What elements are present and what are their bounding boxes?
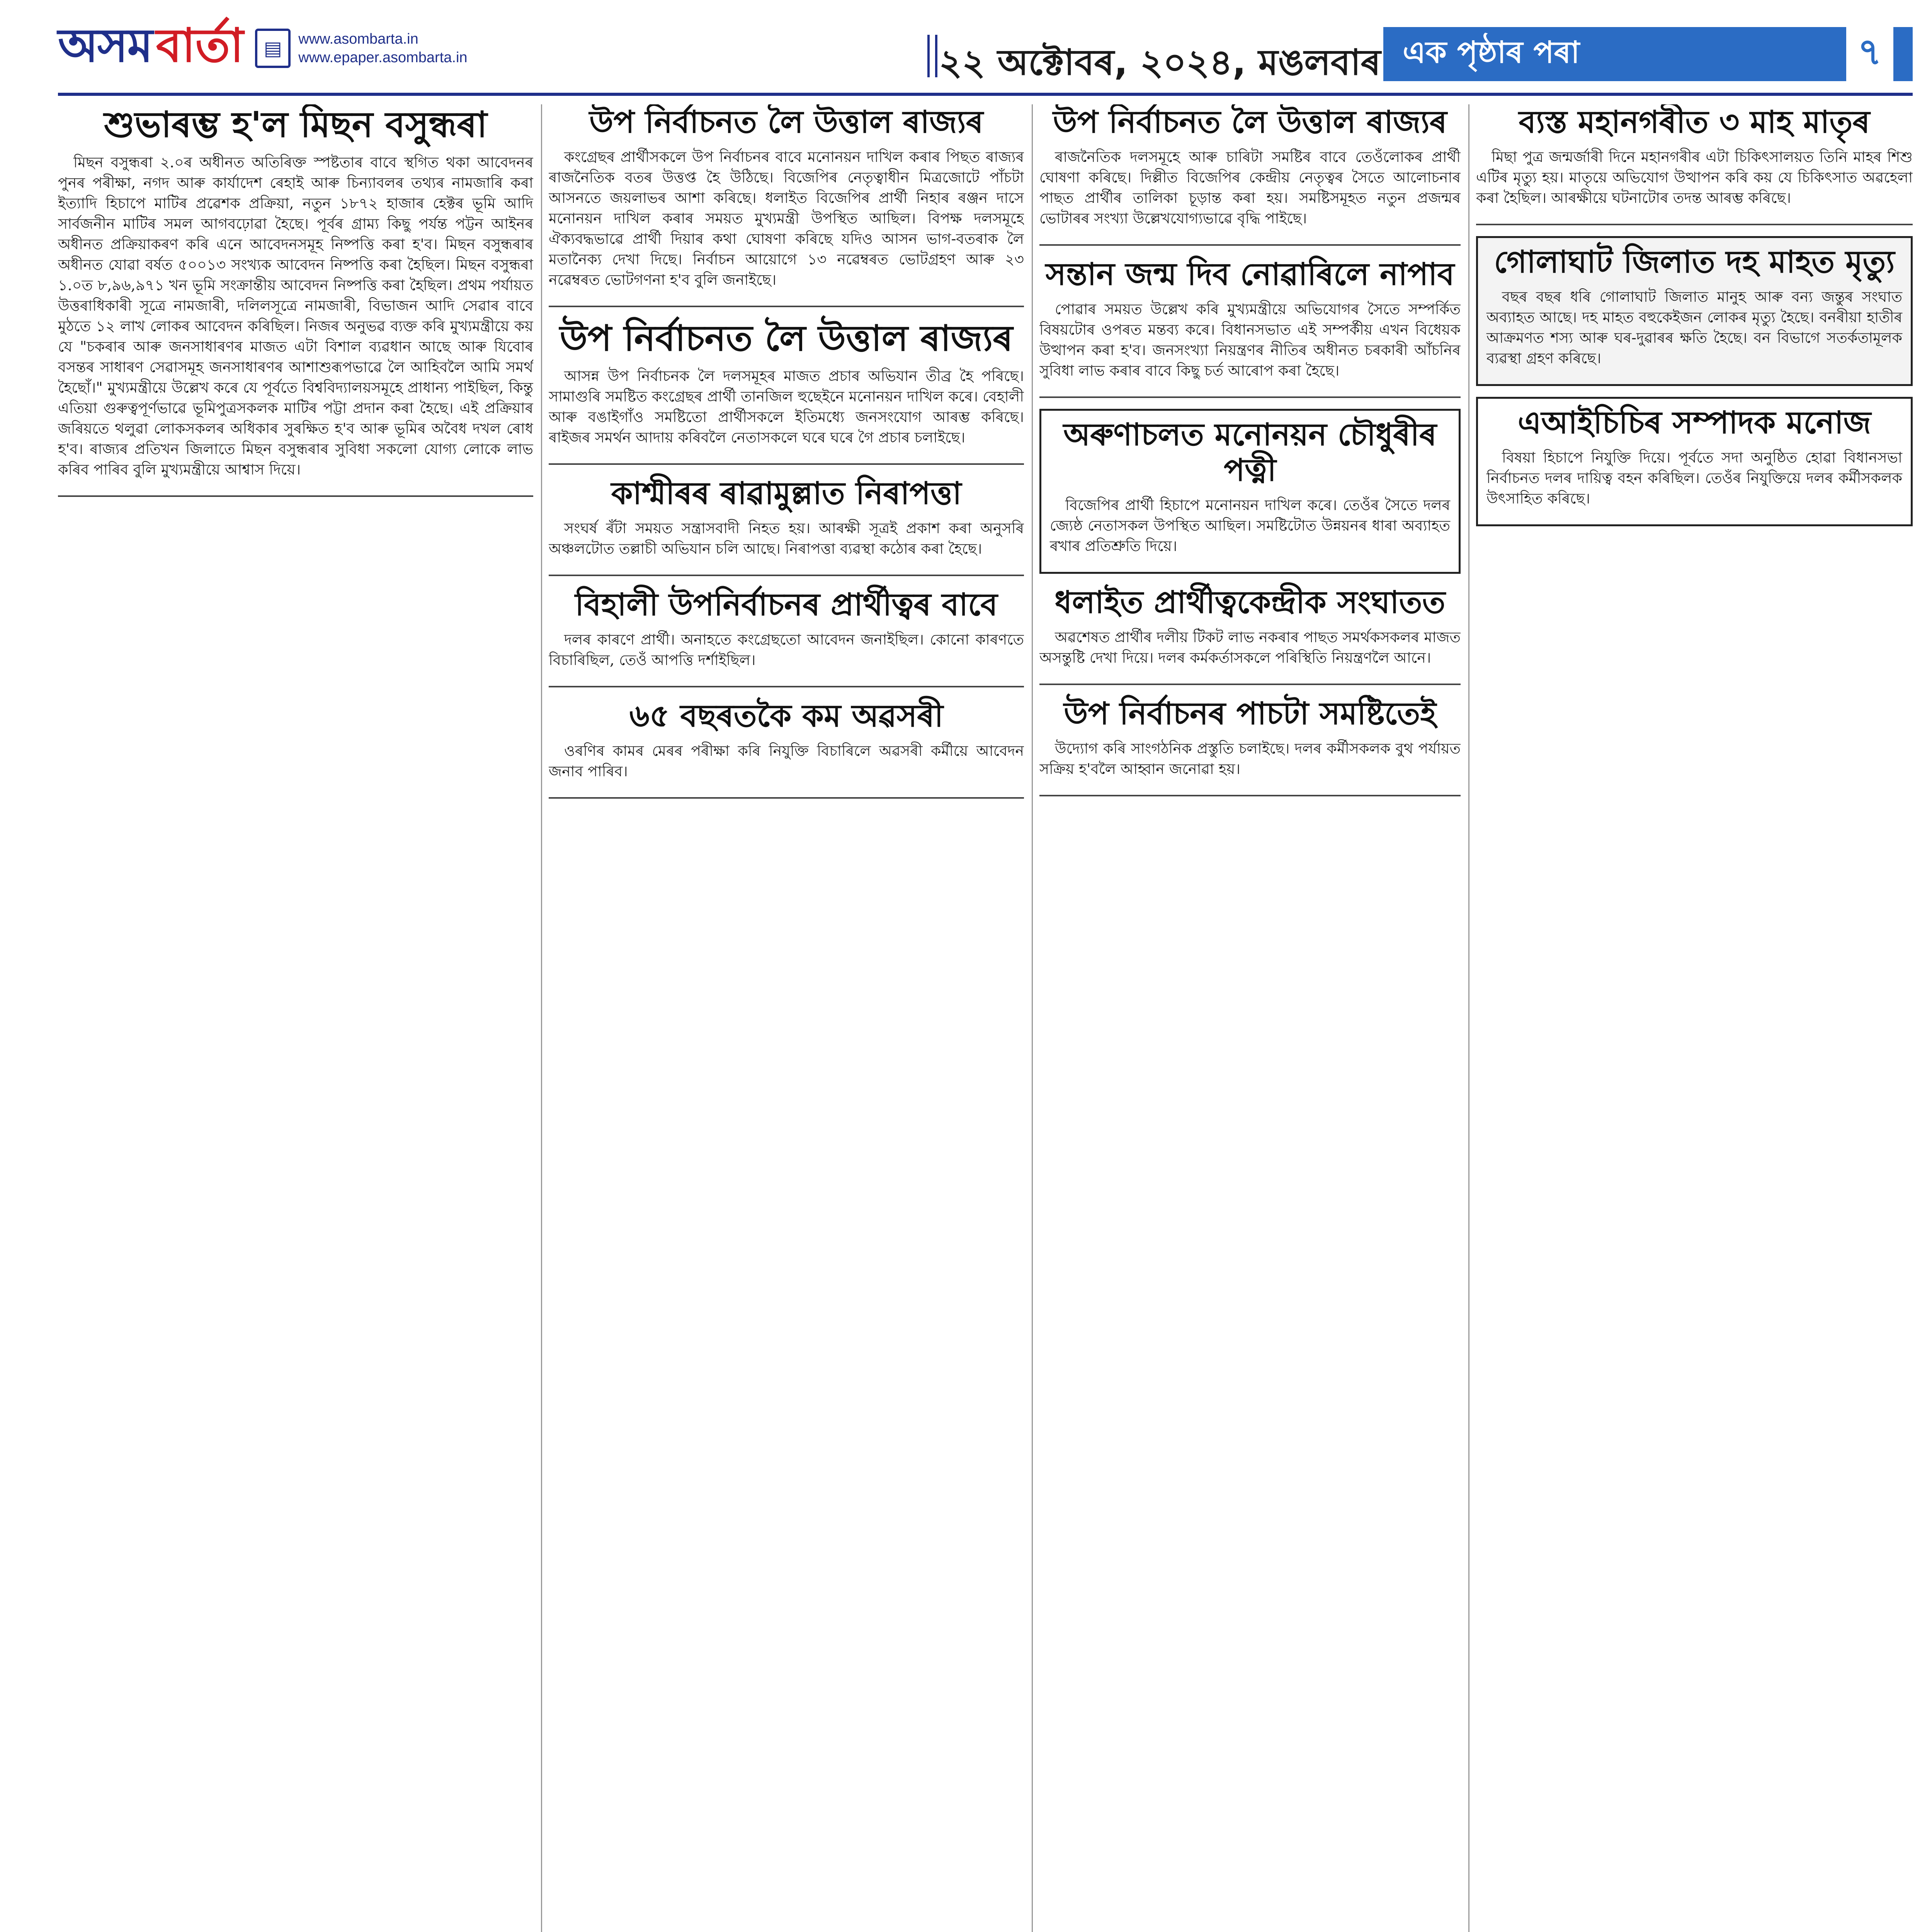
story-body — [58, 152, 533, 480]
story-body — [1486, 447, 1902, 509]
story-paragraph: পোৱাৰ সময়ত উল্লেখ কৰি মুখ্যমন্ত্ৰীয়ে অভিযোগৰ সৈতে সম্পৰ্কিত বিষয়টোৰ ওপৰত মন্তব্য কৰে। বিধানসভাত এই সম্পৰ্কীয় এখন বিধেয়ক উত্থাপন কৰা হ'ব। জনসংখ্যা নিয়ন্ত্ৰণৰ নীতিৰ অধীনত চৰকাৰী আঁচনিৰ সুবিধা লাভ কৰাৰ বাবে কিছু চৰ্ত আৰোপ কৰা হৈছে। — [1039, 301, 1461, 379]
story-body — [1476, 147, 1913, 208]
story-headline[interactable]: শুভাৰম্ভ হ'ল মিছন বসুন্ধৰা — [104, 104, 487, 145]
column-divider — [1032, 104, 1033, 1932]
story-headline[interactable]: ৬৫ বছৰতকৈ কম অৱসৰী — [629, 697, 944, 734]
logo-accent-text: বাৰ্তা — [156, 18, 244, 73]
story-by-election-1 — [549, 104, 1024, 307]
story-body — [1039, 627, 1461, 668]
story-headline[interactable]: ধলাইত প্ৰাৰ্থীত্বকেন্দ্ৰীক সংঘাতত — [1054, 584, 1446, 620]
story-headline[interactable]: ব্যস্ত মহানগৰীত ৩ মাহ মাতৃৰ — [1519, 104, 1870, 140]
epaper-icon: ▤ — [255, 29, 291, 68]
story-paragraph: সংঘৰ্ষ ৰঁটা সময়ত সন্ত্ৰাসবাদী নিহত হয়। আৰক্ষী সূত্ৰই প্ৰকাশ কৰা অনুসৰি অঞ্চলটোত তল্লাচী অভিযান চলি আছে। নিৰাপত্তা ব্যৱস্থা কঠোৰ কৰা হৈছে। — [549, 519, 1024, 557]
story-headline[interactable]: অৰুণাচলত মনোনয়ন চৌধুৰীৰ পত্নী — [1063, 417, 1437, 488]
story-paragraph: কংগ্ৰেছৰ প্ৰাৰ্থীসকলে উপ নিৰ্বাচনৰ বাবে মনোনয়ন দাখিল কৰাৰ পিছত ৰাজ্যৰ ৰাজনৈতিক বতৰ উত্তপ্ত হৈ উঠিছে। বিজেপিৰ নেতৃত্বাধীন মিত্ৰজোটে পাঁচটা আসনতে জয়লাভৰ আশা কৰিছে। ধলাইত বিজেপিৰ প্ৰাৰ্থী নিহাৰ ৰঞ্জন দাসে মনোনয়ন দাখিল কৰাৰ সময়ত মুখ্যমন্ত্ৰী উপস্থিত আছিল। বিপক্ষ দলসমূহে ঐক্যবদ্ধভাৱে প্ৰাৰ্থী দিয়াৰ কথা ঘোষণা কৰিছে যদিও আসন ভাগ-বতৰাক লৈ মতানৈক্য দেখা দিছে। নিৰ্বাচন আয়োগে ১৩ নৱেম্বৰত ভোটগ্ৰহণ আৰু ২৩ নৱেম্বৰত ভোটগণনা হ'ব বুলি জনাইছে। — [549, 148, 1024, 288]
story-headline[interactable]: উপ নিৰ্বাচনৰ পাচটা সমষ্টিতেই — [1064, 696, 1436, 731]
story-body — [549, 147, 1024, 290]
website-links — [298, 30, 467, 67]
story-paragraph: মিছা পুত্ৰ জন্মৰ্জাৰী দিনে মহানগৰীৰ এটা চিকিৎসালয়ত তিনি মাহৰ শিশু এটিৰ মৃত্যু হয়। মাতৃয়ে অভিযোগ উত্থাপন কৰি কয় যে চিকিৎসাত অৱহেলা কৰা হৈছিল। আৰক্ষীয়ে ঘটনাটোৰ তদন্ত আৰম্ভ কৰিছে। — [1476, 148, 1913, 206]
story-metro-mother — [1476, 104, 1913, 225]
column-4 — [1476, 104, 1913, 1932]
column-divider — [1468, 104, 1469, 1932]
story-headline[interactable]: সন্তান জন্ম দিব নোৱাৰিলে নাপাব — [1046, 256, 1454, 292]
story-paragraph: বছৰ বছৰ ধৰি গোলাঘাট জিলাত মানুহ আৰু বন্য জন্তুৰ সংঘাত অব্যাহত আছে। দহ মাহত বহুকেইজন লোকৰ মৃত্যু হৈছে। বনৰীয়া হাতীৰ আক্ৰমণত শস্য আৰু ঘৰ-দুৱাৰৰ ক্ষতি হৈছে। বন বিভাগে সতৰ্কতামূলক ব্যৱস্থা গ্ৰহণ কৰিছে। — [1486, 288, 1902, 367]
story-body — [1050, 495, 1450, 556]
dateline-divider — [927, 35, 937, 77]
story-paragraph: উদ্যোগ কৰি সাংগঠনিক প্ৰস্তুতি চলাইছে। দলৰ কৰ্মীসকলক বুথ পৰ্যায়ত সক্ৰিয় হ'বলৈ আহ্বান জনোৱা হয়। — [1039, 740, 1461, 777]
story-paragraph: বিজেপিৰ প্ৰাৰ্থী হিচাপে মনোনয়ন দাখিল কৰে। তেওঁৰ সৈতে দলৰ জ্যেষ্ঠ নেতাসকল উপস্থিত আছিল। সমষ্টিটোত উন্নয়নৰ ধাৰা অব্যাহত ৰখাৰ প্ৰতিশ্ৰুতি দিয়ে। — [1050, 497, 1450, 554]
story-mission-basundhara — [58, 104, 533, 497]
logo-main-text: অসম — [58, 18, 152, 73]
story-aicc-secretary — [1476, 397, 1913, 526]
story-paragraph: আসন্ন উপ নিৰ্বাচনক লৈ দলসমূহৰ মাজত প্ৰচাৰ অভিযান তীব্ৰ হৈ পৰিছে। সামাগুৰি সমষ্টিত কংগ্ৰেছৰ প্ৰাৰ্থী তানজিল হুছেইনে মনোনয়ন দাখিল কৰে। বেহালী আৰু বঙাইগাঁও সমষ্টিতো প্ৰাৰ্থীসকলে ইতিমধ্যে জনসংযোগ আৰম্ভ কৰিছে। ৰাইজৰ সমৰ্থন আদায় কৰিবলৈ নেতাসকলে ঘৰে ঘৰে গৈ প্ৰচাৰ চলাইছে। — [549, 367, 1024, 446]
story-chowdhury-wife — [1039, 409, 1461, 574]
issue-date: ২২ অক্টোবৰ, ২০২৪, মঙলবাৰ — [939, 42, 1381, 83]
story-childbirth-policy — [1039, 257, 1461, 398]
story-dholai-conflict — [1039, 585, 1461, 685]
story-paragraph: দলৰ কাৰণে প্ৰাৰ্থী। অনাহতে কংগ্ৰেছতো আবেদন জনাইছিল। কোনো কাৰণতে বিচাৰিছিল, তেওঁ আপত্তি দৰ্শাইছিল। — [549, 631, 1024, 668]
story-by-election-2 — [549, 318, 1024, 465]
story-headline[interactable]: কাশ্মীৰৰ ৰাৱামুল্লাত নিৰাপত্তা — [611, 475, 962, 511]
story-paragraph: বিষয়া হিচাপে নিযুক্তি দিয়ে। পূৰ্বতে সদা অনুষ্ঠিত হোৱা বিধানসভা নিৰ্বাচনত দলৰ দায়িত্ব বহন কৰিছিল। তেওঁৰ নিযুক্তিয়ে দলৰ কৰ্মীসকলক উৎসাহিত কৰিছে। — [1486, 449, 1902, 507]
column-1 — [58, 104, 533, 1932]
story-headline[interactable]: উপ নিৰ্বাচনত লৈ উত্তাল ৰাজ্যৰ — [560, 318, 1013, 359]
column-2 — [549, 104, 1024, 1932]
story-headline[interactable]: এআইচিচিৰ সম্পাদক মনোজ — [1517, 405, 1871, 440]
story-body — [549, 741, 1024, 782]
story-body — [1039, 147, 1461, 229]
story-golaghat-deaths — [1476, 236, 1913, 386]
story-kashmir-security — [549, 476, 1024, 576]
page-continuation-label: এক পৃষ্ঠাৰ পৰা — [1403, 35, 1580, 70]
story-headline[interactable]: উপ নিৰ্বাচনত লৈ উত্তাল ৰাজ্যৰ — [1053, 104, 1447, 140]
story-body — [549, 629, 1024, 670]
story-body — [1039, 738, 1461, 779]
masthead — [58, 12, 1913, 96]
website-url[interactable]: www.asombarta.in — [298, 31, 418, 47]
story-body — [549, 518, 1024, 559]
story-paragraph: ৰাজনৈতিক দলসমূহে আৰু চাৰিটা সমষ্টিৰ বাবে তেওঁলোকৰ প্ৰাৰ্থী ঘোষণা কৰিছে। দিল্লীত বিজেপিৰ কেন্দ্ৰীয় নেতৃত্বৰ সৈতে আলোচনাৰ পাছত প্ৰাৰ্থীৰ তালিকা চূড়ান্ত কৰা হয়। সমষ্টিসমূহত নতুন প্ৰজন্মৰ ভোটাৰৰ সংখ্যা উল্লেখযোগ্যভাৱে বৃদ্ধি পাইছে। — [1039, 148, 1461, 227]
story-headline[interactable]: বিহালী উপনিৰ্বাচনৰ প্ৰাৰ্থীত্বৰ বাবে — [575, 586, 998, 622]
story-by-election-3 — [1039, 104, 1461, 246]
story-headline[interactable]: উপ নিৰ্বাচনত লৈ উত্তাল ৰাজ্যৰ — [589, 104, 983, 140]
column-divider — [541, 104, 542, 1932]
story-body — [1039, 299, 1461, 381]
story-behali-candidate — [549, 587, 1024, 687]
page-number: ৭ — [1846, 23, 1893, 85]
column-3 — [1039, 104, 1461, 1932]
story-retirees — [549, 698, 1024, 799]
story-headline[interactable]: গোলাঘাট জিলাত দহ মাহত মৃত্যু — [1494, 244, 1895, 280]
story-body — [549, 366, 1024, 448]
page-banner — [1383, 27, 1913, 81]
story-paragraph: অৱশেষত প্ৰাৰ্থীৰ দলীয় টিকট লাভ নকৰাৰ পাছত সমৰ্থকসকলৰ মাজত অসন্তুষ্টি দেখা দিয়ে। দলৰ কৰ্মকৰ্তাসকলে পৰিস্থিতি নিয়ন্ত্ৰণলৈ আনে। — [1039, 629, 1461, 666]
story-paragraph: মিছন বসুন্ধৰা ২.০ৰ অধীনত অতিৰিক্ত স্পষ্টতাৰ বাবে স্থগিত থকা আবেদনৰ পুনৰ পৰীক্ষা, নগদ আৰু কাৰ্যাদেশ ৰেহাই আৰু চিন্যাবলৰ তথ্যৰ নামজাৰি কৰা ইত্যাদি হিচাপে মাটিৰ প্ৰৱেশক প্ৰক্ৰিয়া, নতুন ১৮৭২ হাজাৰ হেক্টৰ ভূমি আদি সাৰ্বজনীন মাটিৰ সমল আগবঢ়োৱা হৈছে। পূৰ্বৰ গ্ৰাম্য কিছু পৰ্যন্ত পট্টন আইনৰ অধীনত প্ৰক্ৰিয়াকৰণ কৰি এনে আবেদনসমূহ নিষ্পত্তি কৰা হ'ব। মিছন বসুন্ধৰাৰ অধীনত যোৱা বৰ্ষত ৫০০১৩ সংখ্যক আবেদন নিষ্পত্তি কৰা হৈছিল। মিছন বসুন্ধৰা ১.০ত ৮,৯৬,৯৭১ খন ভূমি সংক্ৰান্তীয় আবেদন নিষ্পত্তি কৰা হৈছিল। প্ৰথম পৰ্যায়ত উত্তৰাধিকাৰী সূত্ৰে নামজাৰী, দলিলসূত্ৰে নামজাৰী, বিভাজন আদি সেৱাৰ বাবে মুঠতে ১২ লাখ লোকৰ আবেদন কৰিছিল। নিজৰ অনুভৱ ব্যক্ত কৰি মুখ্যমন্ত্ৰীয়ে কয় যে "চকৰাৰ আৰু জনসাধাৰণৰ মাজত এটা বিশাল ব্যৱধান আছে আৰু যিবোৰ বসন্তৰ সাধাৰণ সেৱাসমূহ জনসাধাৰণৰ আশাশুৰূপভাৱে লৈ আহিবলৈ আমি সমৰ্থ হৈছোঁ।" মুখ্যমন্ত্ৰীয়ে উল্লেখ কৰে যে পূৰ্বতে বিশ্ববিদ্যালয়সমূহে প্ৰাধান্য পাইছিল, কিন্তু এতিয়া গুৰুত্বপূৰ্ণভাৱে ভূমিপুত্ৰসকলক মাটিৰ পট্টা প্ৰদান কৰা হৈছে। এই প্ৰক্ৰিয়াৰ জৰিয়তে থলুৱা লোকসকলৰ অধিকাৰ সুৰক্ষিত হ'ব আৰু ভূমিৰ অবৈধ দখল ৰোধ হ'ব। ৰাজ্যৰ প্ৰতিখন জিলাতে মিছন বসুন্ধৰাৰ সুবিধা সকলো যোগ্য লোকে লাভ কৰিব পাৰিব বুলি মুখ্যমন্ত্ৰীয়ে আশ্বাস দিয়ে। — [58, 153, 533, 478]
story-five-constituencies — [1039, 696, 1461, 796]
epaper-url[interactable]: www.epaper.asombarta.in — [298, 49, 468, 66]
newspaper-logo[interactable] — [58, 19, 468, 77]
story-body — [1486, 287, 1902, 369]
story-paragraph: ওৰণিৰ কামৰ মেৰৰ পৰীক্ষা কৰি নিযুক্তি বিচাৰিলে অৱসৰী কৰ্মীয়ে আবেদন জনাব পাৰিব। — [549, 742, 1024, 780]
